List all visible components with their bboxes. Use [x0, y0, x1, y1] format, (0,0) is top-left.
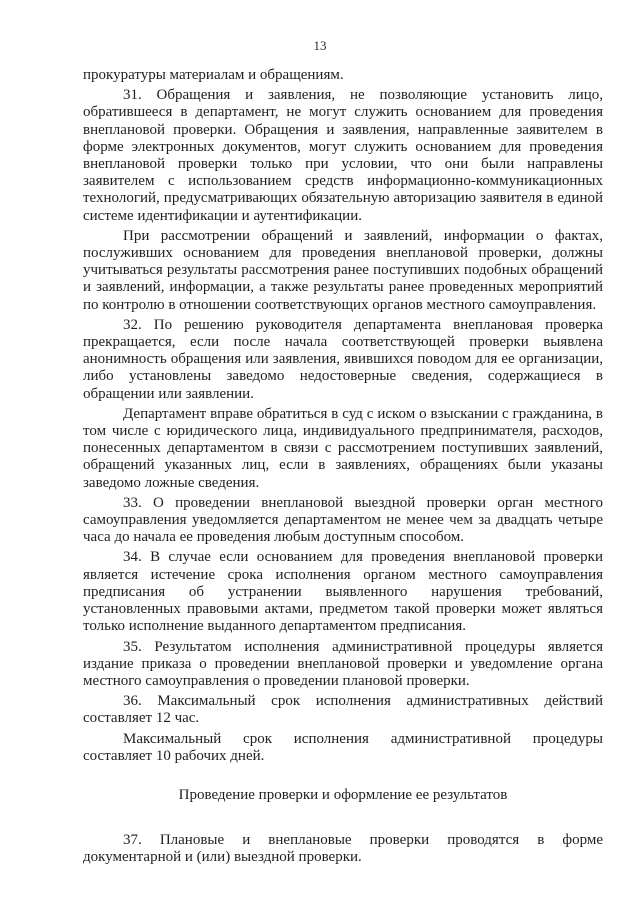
paragraph-32-lawsuit: Департамент вправе обратиться в суд с иском о взыскании с гражданина, в том числе с юридического лица, индивидуального предпринимателя, расходов, понесенных департаментом в связи с рассмотрением поступивших заявлений, обращений указанных лиц, если в заявлениях, обращениях были указаны заведомо ложные сведения.: [83, 405, 603, 491]
document-body: [83, 67, 603, 870]
page-number: 13: [313, 38, 327, 53]
paragraph-35: 35. Результатом исполнения административной процедуры является издание приказа о проведении внеплановой проверки и уведомление органа местного самоуправления о проведении плановой проверки.: [83, 638, 603, 689]
paragraph-continuation: прокуратуры материалам и обращениям.: [83, 67, 344, 83]
paragraph-36: 36. Максимальный срок исполнения административных действий составляет 12 час.: [83, 693, 603, 727]
paragraph-37: 37. Плановые и внеплановые проверки проводятся в форме документарной и (или) выездной проверки.: [83, 832, 603, 866]
paragraph-34: 34. В случае если основанием для проведения внеплановой проверки является истечение срока исполнения органом местного самоуправления предписания об устранении выявленного нарушения требований, установленных правовыми актами, предметом такой проверки может являться только исполнение выданного департаментом предписания.: [83, 549, 603, 635]
paragraph-32: 32. По решению руководителя департамента внеплановая проверка прекращается, если после начала соответствующей проверки выявлена анонимность обращения или заявления, явившихся поводом для ее организации, либо установлены заведомо недостоверные сведения, содержащиеся в обращении или заявлении.: [83, 316, 603, 402]
section-heading: Проведение проверки и оформление ее результатов: [178, 786, 508, 803]
paragraph-31: 31. Обращения и заявления, не позволяющие установить лицо, обратившееся в департамент, не могут служить основанием для проведения внеплановой проверки. Обращения и заявления, направленные заявителем в форме электронных документов, могут служить основанием для проведения внеплановой проверки только при условии, что они были направлены заявителем с использованием средств информационно-коммуникационных технологий, предусматривающих обязательную авторизацию заявителя в единой системе идентификации и аутентификации.: [83, 87, 603, 224]
paragraph-31-consideration: При рассмотрении обращений и заявлений, информации о фактах, послуживших основанием для проведения внеплановой проверки, должны учитываться результаты рассмотрения ранее поступивших подобных обращений и заявлений, информации, а также результаты ранее проведенных мероприятий по контролю в отношении соответствующих органов местного самоуправления.: [83, 227, 603, 313]
paragraph-33: 33. О проведении внеплановой выездной проверки орган местного самоуправления уведомляется департаментом не менее чем за двадцать четыре часа до начала ее проведения любым доступным способом.: [83, 494, 603, 546]
paragraph-36-procedure-term: Максимальный срок исполнения административной процедуры составляет 10 рабочих дней.: [83, 730, 603, 764]
